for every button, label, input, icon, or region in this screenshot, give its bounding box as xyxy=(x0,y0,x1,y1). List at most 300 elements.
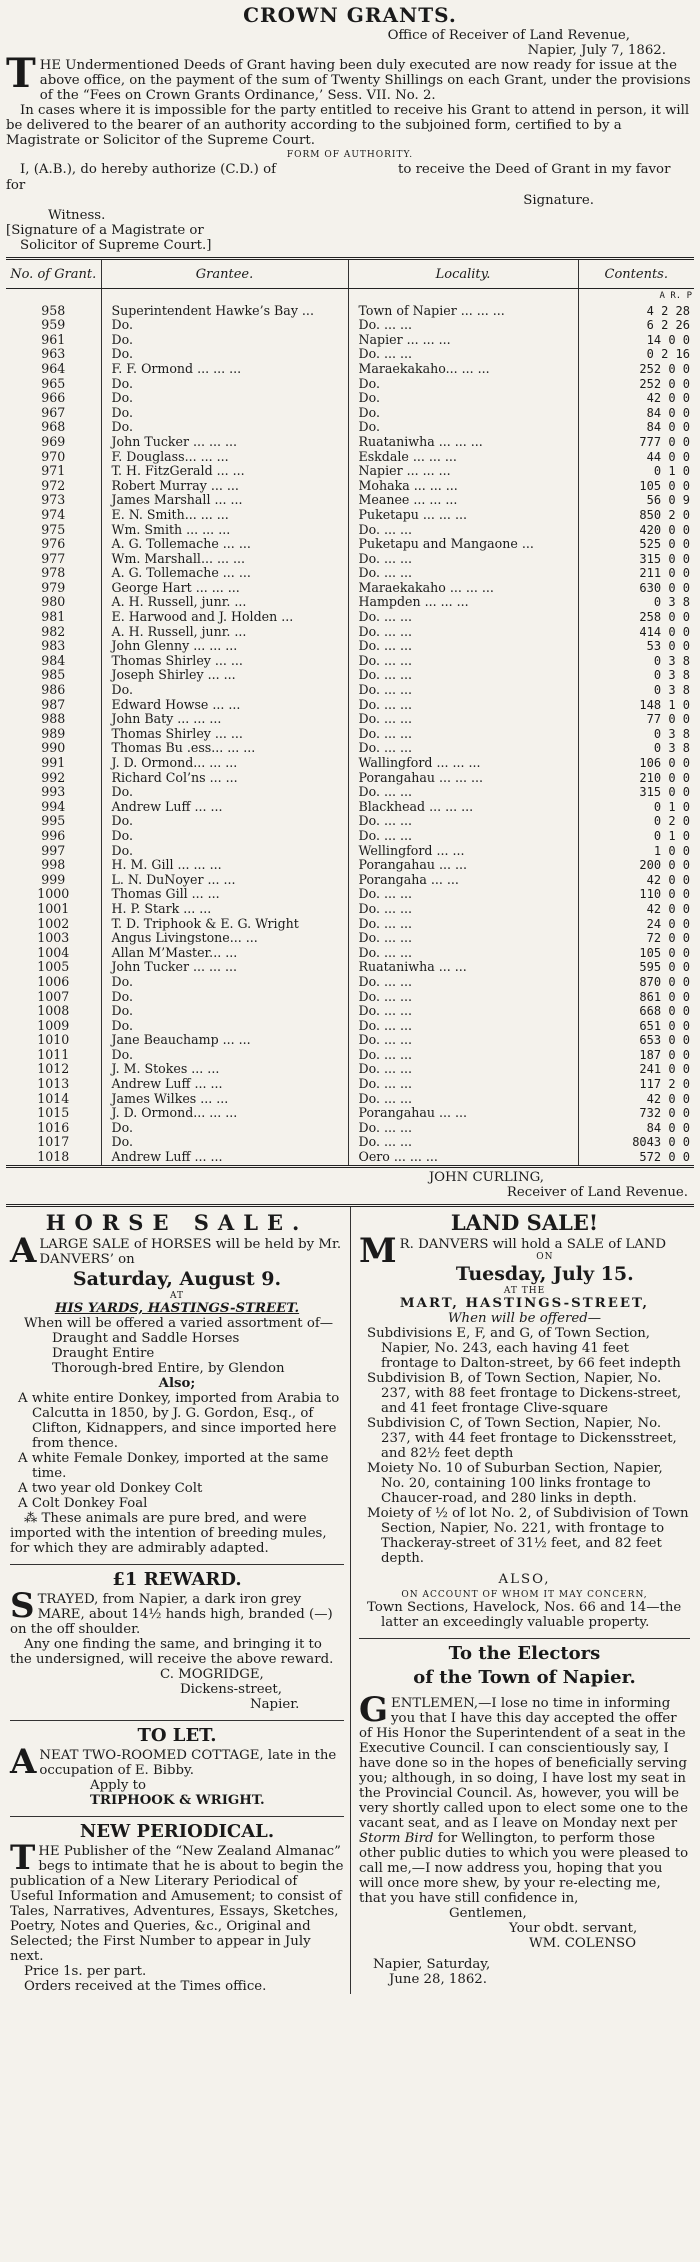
land-sale-lot: Subdivision C, of Town Section, Napier, No. 237, with 44 feet frontage to Dickensstreet, and 82½ feet depth xyxy=(367,1415,677,1461)
electors-title-2: of the Town of Napier. xyxy=(413,1666,636,1688)
table-row xyxy=(6,683,694,698)
table-row xyxy=(6,800,694,815)
electors-dateline: Napier, Saturday, xyxy=(373,1956,491,1972)
drop-cap: G xyxy=(359,1689,389,1730)
land-sale-havelock: Town Sections, Havelock, Nos. 66 and 14—the latter an exceedingly valuable property. xyxy=(367,1599,682,1630)
land-sale-lot: Subdivisions E, F, and G, of Town Section, Napier, No. 243, each having 41 feet frontage to Dalton-street, by 66 feet indepth xyxy=(367,1325,681,1371)
grant-number-cell: 1001 xyxy=(37,901,70,916)
table-row xyxy=(6,304,694,319)
grant-number-cell: 964 xyxy=(41,361,66,376)
grant-number-cell: 985 xyxy=(41,668,66,683)
locality-cell: Do. ... ... xyxy=(348,552,578,567)
table-row xyxy=(6,450,694,465)
locality-cell: Eskdale ... ... ... xyxy=(348,450,578,465)
locality-cell: Do. xyxy=(348,420,578,435)
land-sale-lot: Moiety No. 10 of Suburban Section, Napier, No. 20, containing 100 links frontage to Chaucer-road, and 280 links in depth. xyxy=(367,1460,663,1506)
grantee-cell: A. G. Tollemache ... ... xyxy=(101,537,348,552)
table-row xyxy=(6,420,694,435)
table-row xyxy=(6,902,694,917)
grant-number-cell: 1010 xyxy=(37,1033,70,1048)
contents-cell: 53 0 0 xyxy=(578,639,694,654)
grant-number-cell: 1011 xyxy=(37,1047,70,1062)
grantee-cell: Do. xyxy=(101,785,348,800)
contents-cell: 77 0 0 xyxy=(578,712,694,727)
to-let-apply: Apply to xyxy=(90,1777,146,1793)
grantee-cell: A. H. Russell, junr. ... xyxy=(101,595,348,610)
grantee-cell: E. N. Smith... ... ... xyxy=(101,508,348,523)
contents-cell: 42 0 0 xyxy=(578,902,694,917)
periodical-text: HE Publisher of the “New Zealand Almanac” begs to intimate that he is about to begin the publication of a New Literary Periodical of Useful Information and Amusement; to consist of Tales, Narratives, Adventures, Essays, Sketches, Poetry, Notes and Queries, &c., Original and Selected; the First Number to appear in July next. xyxy=(10,1843,344,1964)
grantee-cell: Thomas Shirley ... ... xyxy=(101,727,348,742)
contents-cell: 42 0 0 xyxy=(578,1092,694,1107)
contents-cell: 258 0 0 xyxy=(578,610,694,625)
land-sale-offered: When will be offered— xyxy=(447,1310,602,1326)
contents-cell: 732 0 0 xyxy=(578,1106,694,1121)
grant-number-cell: 998 xyxy=(41,858,66,873)
table-row xyxy=(6,946,694,961)
office-line: Office of Receiver of Land Revenue, xyxy=(387,28,630,43)
locality-cell: Do. ... ... xyxy=(348,639,578,654)
horse-sale-donkey: A white entire Donkey, imported from Arabia to Calcutta in 1850, by J. G. Gordon, Esq., of Clifton, Kidnappers, and since imported here from thence. xyxy=(18,1390,340,1451)
horse-sale-item: Thorough-bred Entire, by Glendon xyxy=(52,1360,285,1376)
contents-cell: 105 0 0 xyxy=(578,479,694,494)
contents-cell: 850 2 0 xyxy=(578,508,694,523)
grant-number-cell: 975 xyxy=(41,522,66,537)
contents-cell: 84 0 0 xyxy=(578,406,694,421)
table-row xyxy=(6,1019,694,1034)
land-sale-date: Tuesday, July 15. xyxy=(455,1262,634,1285)
divider xyxy=(10,1720,344,1721)
land-sale-on: ON xyxy=(536,1251,554,1262)
grantee-cell: Jane Beauchamp ... ... xyxy=(101,1033,348,1048)
contents-cell: 110 0 0 xyxy=(578,887,694,902)
grantee-cell: Richard Col’ns ... ... xyxy=(101,771,348,786)
grantee-cell: Do. xyxy=(101,420,348,435)
grantee-cell: Andrew Luff ... ... xyxy=(101,1150,348,1166)
contents-cell: 315 0 0 xyxy=(578,785,694,800)
grantee-cell: L. N. DuNoyer ... ... xyxy=(101,873,348,888)
locality-cell: Do. xyxy=(348,391,578,406)
locality-cell: Meanee ... ... ... xyxy=(348,493,578,508)
reward-street: Dickens-street, xyxy=(180,1681,282,1697)
locality-cell: Do. xyxy=(348,377,578,392)
land-sale-lot: Moiety of ½ of lot No. 2, of Subdivision of Town Section, Napier, No. 221, with frontage to Thackeray-street of 31½ feet, and 82 feet depth. xyxy=(367,1505,689,1566)
grantee-cell: Andrew Luff ... ... xyxy=(101,1077,348,1092)
grant-number-cell: 1000 xyxy=(37,887,70,902)
locality-cell: Ruataniwha ... ... xyxy=(348,960,578,975)
horse-sale-date: Saturday, August 9. xyxy=(72,1267,282,1290)
table-row xyxy=(6,858,694,873)
reward-ad xyxy=(10,1568,344,1712)
locality-cell: Maraekakaho ... ... ... xyxy=(348,581,578,596)
table-row xyxy=(6,1004,694,1019)
contents-units: A R. P xyxy=(578,289,694,304)
grantee-cell: A. H. Russell, junr. ... xyxy=(101,625,348,640)
grant-number-cell: 961 xyxy=(41,332,66,347)
col-header-number: No. of Grant. xyxy=(6,259,101,289)
grantee-cell: Do. xyxy=(101,1135,348,1150)
table-row xyxy=(6,1106,694,1121)
form-line xyxy=(6,162,694,178)
contents-cell: 44 0 0 xyxy=(578,450,694,465)
grantee-cell: Joseph Shirley ... ... xyxy=(101,668,348,683)
locality-cell: Do. ... ... xyxy=(348,523,578,538)
col-header-locality: Locality. xyxy=(348,259,578,289)
drop-cap: A xyxy=(10,1230,37,1271)
horse-sale-donkey: A white Female Donkey, imported at the same time. xyxy=(18,1450,329,1481)
grantee-cell: John Tucker ... ... ... xyxy=(101,435,348,450)
grant-number-cell: 965 xyxy=(41,376,66,391)
grantee-cell: J. D. Ormond... ... ... xyxy=(101,1106,348,1121)
drop-cap: T xyxy=(6,50,36,97)
grantee-cell: James Wilkes ... ... xyxy=(101,1092,348,1107)
table-row xyxy=(6,1092,694,1107)
form-title: FORM OF AUTHORITY. xyxy=(286,150,414,160)
contents-cell: 241 0 0 xyxy=(578,1062,694,1077)
contents-cell: 525 0 0 xyxy=(578,537,694,552)
signoff-role: Receiver of Land Revenue. xyxy=(506,1184,688,1200)
grant-number-cell: 993 xyxy=(41,785,66,800)
locality-cell: Puketapu and Mangaone ... xyxy=(348,537,578,552)
grantee-cell: John Glenny ... ... ... xyxy=(101,639,348,654)
contents-cell: 24 0 0 xyxy=(578,917,694,932)
table-row xyxy=(6,727,694,742)
locality-cell: Do. ... ... xyxy=(348,610,578,625)
contents-cell: 6 2 26 xyxy=(578,318,694,333)
grant-number-cell: 979 xyxy=(41,580,66,595)
advertisements xyxy=(6,1204,694,1994)
locality-cell: Blackhead ... ... ... xyxy=(348,800,578,815)
table-row xyxy=(6,960,694,975)
grant-number-cell: 971 xyxy=(41,464,66,479)
locality-cell: Town of Napier ... ... ... xyxy=(348,304,578,319)
grant-number-cell: 959 xyxy=(41,318,66,333)
electors-ship: Storm Bird xyxy=(359,1830,434,1846)
reward-title: £1 REWARD. xyxy=(112,1568,242,1590)
grant-number-cell: 1002 xyxy=(37,916,70,931)
locality-cell: Do. ... ... xyxy=(348,990,578,1005)
grant-number-cell: 980 xyxy=(41,595,66,610)
grantee-cell: T. H. FitzGerald ... ... xyxy=(101,464,348,479)
table-row xyxy=(6,464,694,479)
grant-number-cell: 967 xyxy=(41,405,66,420)
table-row xyxy=(6,566,694,581)
contents-cell: 1 0 0 xyxy=(578,844,694,859)
table-row xyxy=(6,333,694,348)
contents-cell: 0 3 8 xyxy=(578,654,694,669)
col-header-contents: Contents. xyxy=(578,259,694,289)
horse-sale-offered: When will be offered a varied assortment of— xyxy=(24,1315,334,1331)
table-row xyxy=(6,654,694,669)
table-row xyxy=(6,479,694,494)
table-row xyxy=(6,990,694,1005)
contents-cell: 210 0 0 xyxy=(578,771,694,786)
contents-cell: 200 0 0 xyxy=(578,858,694,873)
grant-number-cell: 995 xyxy=(41,814,66,829)
locality-cell: Do. ... ... xyxy=(348,1092,578,1107)
table-row xyxy=(6,610,694,625)
form-sig-magistrate: [Signature of a Magistrate or xyxy=(6,223,204,238)
grantee-cell: H. P. Stark ... ... xyxy=(101,902,348,917)
form-signature: Signature. xyxy=(523,193,594,208)
grantee-cell: Do. xyxy=(101,844,348,859)
grant-number-cell: 989 xyxy=(41,726,66,741)
contents-cell: 105 0 0 xyxy=(578,946,694,961)
contents-cell: 42 0 0 xyxy=(578,391,694,406)
table-row xyxy=(6,873,694,888)
land-sale-title: LAND SALE! xyxy=(450,1209,599,1235)
locality-cell: Do. ... ... xyxy=(348,887,578,902)
contents-cell: 0 3 8 xyxy=(578,668,694,683)
locality-cell: Do. ... ... xyxy=(348,1135,578,1150)
table-row xyxy=(6,785,694,800)
grantee-cell: Do. xyxy=(101,1004,348,1019)
horse-sale-donkey: A Colt Donkey Foal xyxy=(18,1495,148,1511)
divider xyxy=(359,1638,690,1639)
drop-cap: M xyxy=(359,1230,397,1271)
contents-cell: 4 2 28 xyxy=(578,304,694,319)
drop-cap: S xyxy=(10,1585,35,1626)
grant-number-cell: 1006 xyxy=(37,974,70,989)
horse-sale-also: Also; xyxy=(158,1375,196,1391)
drop-cap: T xyxy=(10,1837,36,1878)
table-row xyxy=(6,931,694,946)
periodical-price: Price 1s. per part. xyxy=(24,1963,147,1979)
contents-cell: 84 0 0 xyxy=(578,420,694,435)
contents-cell: 595 0 0 xyxy=(578,960,694,975)
grant-number-cell: 986 xyxy=(41,683,66,698)
contents-cell: 0 1 0 xyxy=(578,800,694,815)
grantee-cell: John Baty ... ... ... xyxy=(101,712,348,727)
table-row xyxy=(6,698,694,713)
grantee-cell: Do. xyxy=(101,391,348,406)
table-row xyxy=(6,508,694,523)
grantee-cell: E. Harwood and J. Holden ... xyxy=(101,610,348,625)
grant-number-cell: 1015 xyxy=(37,1106,70,1121)
table-row xyxy=(6,844,694,859)
grants-table-body xyxy=(6,304,694,1167)
grant-number-cell: 982 xyxy=(41,624,66,639)
table-row xyxy=(6,391,694,406)
table-row xyxy=(6,1150,694,1166)
table-row xyxy=(6,668,694,683)
horse-sale-donkey: A two year old Donkey Colt xyxy=(18,1480,203,1496)
table-row xyxy=(6,1048,694,1063)
intro-text: HE Undermentioned Deeds of Grant having been duly executed are now ready for issue at the above office, on the payment of the sum of Twenty Shillings on each Grant, under the provisions of the “Fees on Crown Grants Ordinance,’ Sess. VII. No. 2. xyxy=(39,58,691,103)
grantee-cell: Do. xyxy=(101,333,348,348)
contents-cell: 668 0 0 xyxy=(578,1004,694,1019)
grant-number-cell: 1005 xyxy=(37,960,70,975)
horse-sale-place: HIS YARDS, HASTINGS-STREET. xyxy=(54,1300,300,1316)
table-row xyxy=(6,435,694,450)
divider xyxy=(10,1816,344,1817)
grantee-cell: Do. xyxy=(101,406,348,421)
locality-cell: Do. ... ... xyxy=(348,683,578,698)
grantee-cell: Edward Howse ... ... xyxy=(101,698,348,713)
contents-cell: 252 0 0 xyxy=(578,362,694,377)
grant-number-cell: 978 xyxy=(41,566,66,581)
grant-number-cell: 958 xyxy=(41,303,66,318)
grantee-cell: Wm. Smith ... ... ... xyxy=(101,523,348,538)
table-row xyxy=(6,771,694,786)
drop-cap: A xyxy=(10,1741,37,1782)
locality-cell: Do. ... ... xyxy=(348,1077,578,1092)
grantee-cell: Do. xyxy=(101,377,348,392)
locality-cell: Do. ... ... xyxy=(348,712,578,727)
electors-gentlemen: Gentlemen, xyxy=(449,1905,527,1921)
grantee-cell: Andrew Luff ... ... xyxy=(101,800,348,815)
to-let-text: NEAT TWO-ROOMED COTTAGE, late in the occupation of E. Bibby. xyxy=(39,1747,337,1778)
locality-cell: Do. ... ... xyxy=(348,1048,578,1063)
contents-cell: 148 1 0 xyxy=(578,698,694,713)
form-left: I, (A.B.), do hereby authorize (C.D.) of xyxy=(20,162,276,177)
grant-number-cell: 977 xyxy=(41,551,66,566)
electors-text-2: for Wellington, to perform those other public duties to which you were pleased to call me,—I now address you, hoping that you will once more shew, by your re-electing me, that you have still confidence in, xyxy=(359,1830,689,1906)
grant-number-cell: 966 xyxy=(41,391,66,406)
land-sale-also: ALSO, xyxy=(498,1571,551,1587)
contents-cell: 211 0 0 xyxy=(578,566,694,581)
grantee-cell: Allan M’Master... ... xyxy=(101,946,348,961)
grantee-cell: Thomas Gill ... ... xyxy=(101,887,348,902)
land-sale-at: AT THE xyxy=(503,1285,546,1296)
table-row xyxy=(6,362,694,377)
grant-number-cell: 997 xyxy=(41,843,66,858)
grant-number-cell: 974 xyxy=(41,507,66,522)
grant-number-cell: 976 xyxy=(41,537,66,552)
grantee-cell: F. F. Ormond ... ... ... xyxy=(101,362,348,377)
page-title: CROWN GRANTS. xyxy=(243,3,457,27)
table-row xyxy=(6,1121,694,1136)
reward-name: C. MOGRIDGE, xyxy=(160,1666,264,1682)
table-row xyxy=(6,814,694,829)
left-column xyxy=(6,1207,350,1994)
contents-cell: 0 2 16 xyxy=(578,347,694,362)
electors-title: To the Electors xyxy=(448,1642,601,1664)
electors-address xyxy=(359,1642,690,1987)
table-row xyxy=(6,318,694,333)
locality-cell: Oero ... ... ... xyxy=(348,1150,578,1166)
contents-cell: 84 0 0 xyxy=(578,1121,694,1136)
grantee-cell: Thomas Shirley ... ... xyxy=(101,654,348,669)
locality-cell: Do. ... ... xyxy=(348,1019,578,1034)
locality-cell: Do. ... ... xyxy=(348,625,578,640)
locality-cell: Ruataniwha ... ... ... xyxy=(348,435,578,450)
locality-cell: Do. ... ... xyxy=(348,1033,578,1048)
contents-cell: 14 0 0 xyxy=(578,333,694,348)
locality-cell: Porangahau ... ... xyxy=(348,858,578,873)
grantee-cell: Wm. Marshall... ... ... xyxy=(101,552,348,567)
grants-table xyxy=(6,257,694,1168)
table-row xyxy=(6,523,694,538)
electors-dateline-2: June 28, 1862. xyxy=(389,1971,487,1987)
table-row xyxy=(6,595,694,610)
grantee-cell: Robert Murray ... ... xyxy=(101,479,348,494)
grant-number-cell: 984 xyxy=(41,653,66,668)
grant-number-cell: 981 xyxy=(41,610,66,625)
contents-cell: 117 2 0 xyxy=(578,1077,694,1092)
grant-number-cell: 996 xyxy=(41,828,66,843)
table-row xyxy=(6,1033,694,1048)
table-row xyxy=(6,537,694,552)
locality-cell: Do. ... ... xyxy=(348,1121,578,1136)
horse-sale-ad xyxy=(10,1209,344,1556)
grantee-cell: Do. xyxy=(101,1019,348,1034)
electors-name: WM. COLENSO xyxy=(529,1935,636,1951)
grant-number-cell: 1012 xyxy=(37,1062,70,1077)
grant-number-cell: 1018 xyxy=(37,1150,70,1165)
grantee-cell: Do. xyxy=(101,347,348,362)
land-sale-ad xyxy=(359,1209,690,1630)
grant-number-cell: 994 xyxy=(41,799,66,814)
horse-sale-intro: LARGE SALE of HORSES will be held by Mr. DANVERS’ on xyxy=(39,1236,342,1267)
contents-cell: 630 0 0 xyxy=(578,581,694,596)
horse-sale-title: HORSE SALE. xyxy=(45,1209,309,1235)
locality-cell: Do. xyxy=(348,406,578,421)
contents-cell: 414 0 0 xyxy=(578,625,694,640)
grant-number-cell: 987 xyxy=(41,697,66,712)
grantee-cell: J. M. Stokes ... ... xyxy=(101,1062,348,1077)
grantee-cell: Superintendent Hawke’s Bay ... xyxy=(101,304,348,319)
locality-cell: Do. ... ... xyxy=(348,654,578,669)
cases-paragraph: In cases where it is impossible for the party entitled to receive his Grant to attend in person, it will be delivered to the bearer of an authority according to the subjoined form, certified to by a Magistrate or Solicitor of the Supreme Court. xyxy=(6,103,690,148)
to-let-title: TO LET. xyxy=(137,1724,217,1746)
right-column xyxy=(350,1207,694,1994)
land-sale-account: ON ACCOUNT OF WHOM IT MAY CONCERN, xyxy=(401,1589,648,1600)
periodical-title: NEW PERIODICAL. xyxy=(79,1820,275,1842)
contents-cell: 870 0 0 xyxy=(578,975,694,990)
horse-sale-at: AT xyxy=(169,1290,184,1301)
grantee-cell: John Tucker ... ... ... xyxy=(101,960,348,975)
dateline: Napier, July 7, 1862. xyxy=(527,43,666,58)
contents-cell: 0 1 0 xyxy=(578,829,694,844)
table-row xyxy=(6,1077,694,1092)
table-row xyxy=(6,581,694,596)
contents-cell: 653 0 0 xyxy=(578,1033,694,1048)
contents-cell: 0 3 8 xyxy=(578,595,694,610)
table-row xyxy=(6,347,694,362)
contents-cell: 315 0 0 xyxy=(578,552,694,567)
grantee-cell: Do. xyxy=(101,829,348,844)
locality-cell: Wallingford ... ... ... xyxy=(348,756,578,771)
contents-cell: 72 0 0 xyxy=(578,931,694,946)
grant-number-cell: 1013 xyxy=(37,1077,70,1092)
grant-number-cell: 1004 xyxy=(37,945,70,960)
horse-sale-note: ⁂ These animals are pure bred, and were imported with the intention of breeding mules, for which they are admirably adapted. xyxy=(10,1510,327,1556)
contents-cell: 0 3 8 xyxy=(578,727,694,742)
land-sale-place: MART, HASTINGS-STREET, xyxy=(399,1295,650,1311)
grantee-cell: Thomas Bu .ess... ... ... xyxy=(101,741,348,756)
contents-cell: 0 3 8 xyxy=(578,741,694,756)
grant-number-cell: 1017 xyxy=(37,1135,70,1150)
locality-cell: Wellingford ... ... xyxy=(348,844,578,859)
contents-cell: 651 0 0 xyxy=(578,1019,694,1034)
table-row xyxy=(6,917,694,932)
electors-text: ENTLEMEN,—I lose no time in informing you that I have this day accepted the offer of His Honor the Superintendent of a seat in the Executive Council. I can conscientiously say, I have done so in the hopes of beneficially serving you; although, in so doing, I have lost my seat in the Provincial Council. As, however, you will be very shortly called upon to elect some one to the vacant seat, and as I leave on Monday next per xyxy=(359,1695,689,1831)
table-row xyxy=(6,887,694,902)
grantee-cell: T. D. Triphook & E. G. Wright xyxy=(101,917,348,932)
periodical-orders: Orders received at the Times office. xyxy=(24,1978,267,1994)
grant-number-cell: 992 xyxy=(41,770,66,785)
grant-number-cell: 1007 xyxy=(37,989,70,1004)
grantee-cell: Angus Livingstone... ... xyxy=(101,931,348,946)
locality-cell: Do. ... ... xyxy=(348,931,578,946)
grant-number-cell: 973 xyxy=(41,493,66,508)
locality-cell: Do. ... ... xyxy=(348,318,578,333)
grant-number-cell: 1009 xyxy=(37,1018,70,1033)
grantee-cell: Do. xyxy=(101,814,348,829)
land-sale-intro: R. DANVERS will hold a SALE of LAND xyxy=(399,1236,667,1252)
grant-number-cell: 988 xyxy=(41,712,66,727)
